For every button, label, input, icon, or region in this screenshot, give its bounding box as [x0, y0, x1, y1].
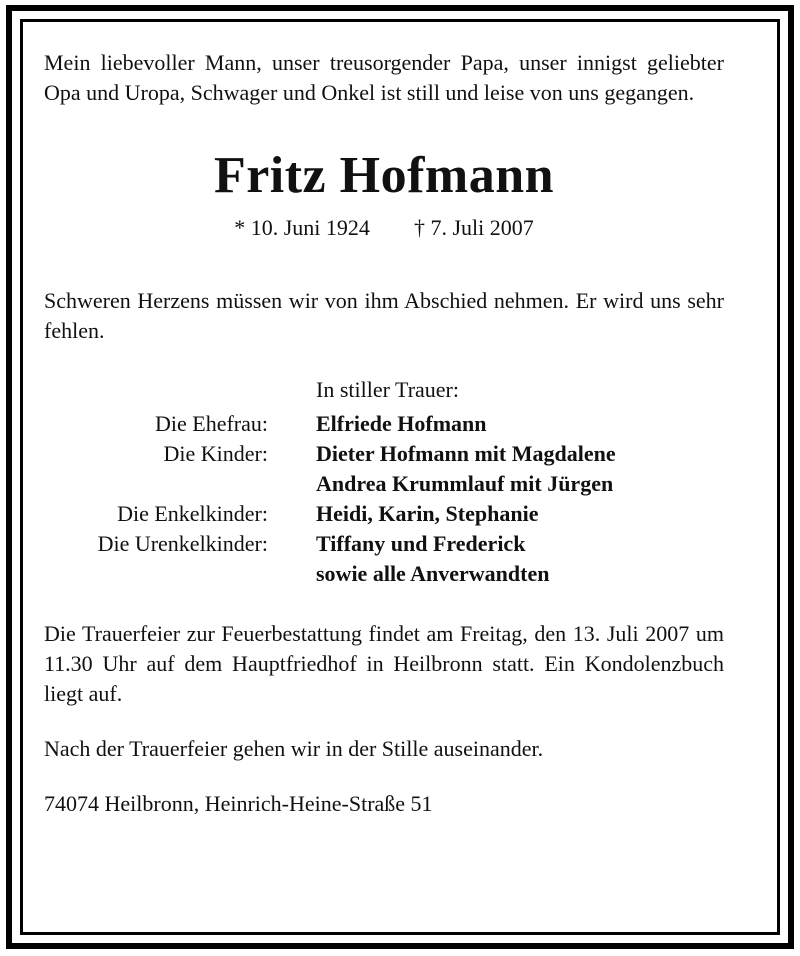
- mourner-label: Die Urenkelkinder:: [97, 531, 268, 556]
- mourner-row-great-grandchildren: [44, 529, 724, 589]
- mourner-name: Tiffany und Frederick: [316, 531, 526, 556]
- mourner-label: Die Kinder:: [163, 441, 268, 466]
- mourner-label: Die Enkelkinder:: [117, 501, 268, 526]
- life-dates: [44, 214, 724, 242]
- intro-paragraph: Mein liebevoller Mann, unser treusorgender Papa, unser innigst geliebter Opa und Uropa, Schwager und Onkel ist still und leise von uns gegangen.: [44, 50, 724, 105]
- mourners-section: [44, 375, 724, 589]
- farewell-paragraph: Schweren Herzens müssen wir von ihm Abschied nehmen. Er wird uns sehr fehlen.: [44, 288, 724, 343]
- mourner-name: Heidi, Karin, Stephanie: [316, 501, 539, 526]
- ceremony-paragraph: Die Trauerfeier zur Feuerbestattung findet am Freitag, den 13. Juli 2007 um 11.30 Uhr auf dem Hauptfriedhof in Heilbronn statt. Ein Kondolenzbuch liegt auf.: [44, 621, 724, 706]
- address-line: 74074 Heilbronn, Heinrich-Heine-Straße 51: [44, 791, 433, 816]
- mourning-header: In stiller Trauer:: [316, 377, 459, 402]
- mourner-row-children: [44, 439, 724, 499]
- mourner-name: Dieter Hofmann mit Magdalene: [316, 441, 616, 466]
- mourner-label: Die Ehefrau:: [155, 411, 268, 436]
- mourner-row-wife: [44, 409, 724, 439]
- silence-paragraph: Nach der Trauerfeier gehen wir in der Stille auseinander.: [44, 736, 544, 761]
- obituary-content: [44, 48, 724, 819]
- mourner-name: Elfriede Hofmann: [316, 411, 487, 436]
- deceased-name: Fritz Hofmann: [213, 147, 555, 204]
- mourner-row-grandchildren: [44, 499, 724, 529]
- birth-date: * 10. Juni 1924: [234, 215, 370, 240]
- death-date: † 7. Juli 2007: [413, 215, 534, 240]
- mourner-name: Andrea Krummlauf mit Jürgen: [316, 471, 614, 496]
- mourner-name: sowie alle Anverwandten: [316, 561, 550, 586]
